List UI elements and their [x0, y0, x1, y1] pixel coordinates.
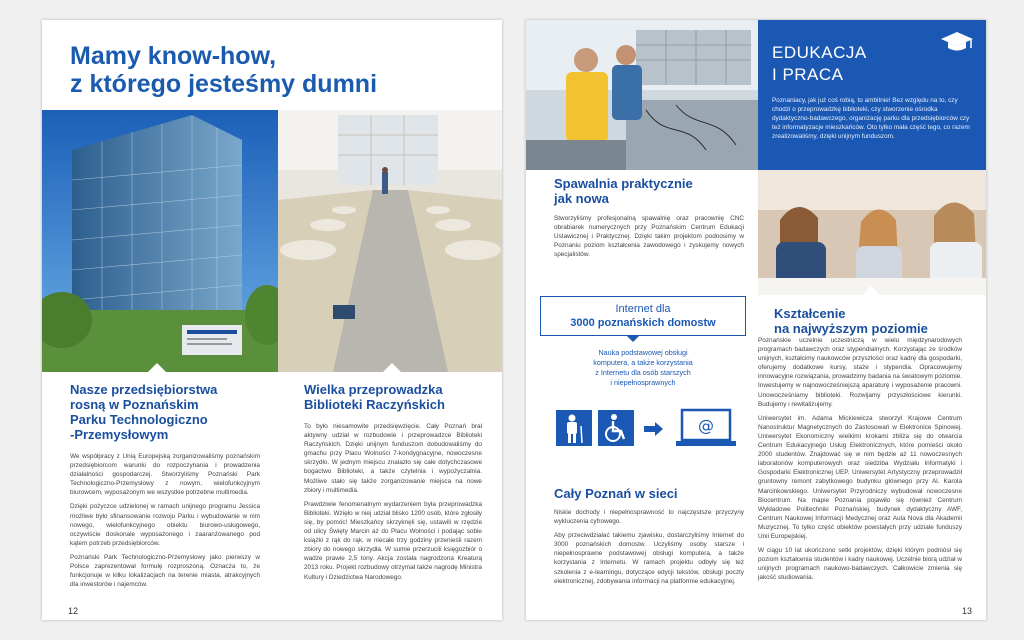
education-intro-box [758, 20, 986, 170]
heading-line: I PRACA [772, 65, 844, 84]
wheelchair-icon [598, 410, 634, 446]
right-page [526, 20, 986, 620]
heading-line: Biblioteki Raczyńskich [304, 397, 445, 412]
education-text [758, 336, 962, 587]
heading-line: Nasze przedsiębiorstwa [70, 382, 218, 397]
paragraph: Poznańskie uczelnie uczestniczą w wielu międzynarodowych programach badawczych oraz stypendialnych. Korzystając ze środków unijnych, kształcimy naukowców przyszłości oraz kadrę dla gospodarki, oferujemy dodatkowe kursy, staże i stypendia. Opracowujemy innowacyjne rozwiązania, prowadzimy badania na światowym poziomie. Inwestujemy w najnowocześniejszą aparaturę i wyposażenie pracowni. Unowocześniamy biblioteki. Rozwijamy przyszłościowe kierunki. Budujemy i rewitalizujemy. [758, 337, 962, 408]
photo-notch [861, 286, 881, 296]
caption-line: z Internetu dla osób starszych [595, 368, 691, 377]
caption-line: komputera, a także korzystania [593, 358, 693, 367]
elderly-person-icon [556, 410, 592, 446]
heading-line: -Przemysłowym [70, 427, 169, 442]
section-heading-education [774, 306, 928, 336]
internet-caption [540, 348, 746, 388]
svg-text:@: @ [698, 416, 714, 435]
page-title-line-2: z którego jesteśmy dumni [70, 70, 378, 98]
section-heading-city: Cały Poznań w sieci [554, 486, 678, 501]
left-page [42, 20, 502, 620]
education-intro-text: Poznaniacy, jak już coś robią, to ambitnie! Bez względu na to, czy chodzi o przeprowadzkę biblioteki, czy stworzenie ośrodka dydaktyczno-badawczego, organizację parku dla przedsiębiorców czy też informatyzacje mieszkańców. Oto tylko mała część tego, co razem zrealizowaliśmy, dzięki unijnym funduszom. [772, 97, 970, 140]
internet-highlight-box [540, 296, 746, 336]
office-building-photo [42, 110, 278, 372]
photo-notch-right [382, 363, 402, 373]
heading-line: rosną w Poznańskim [70, 397, 199, 412]
paragraph: Dzięki pożyczce udzielonej w ramach unijnego programu Jessica możliwe było sfinansowanie rozwoju Parku i wybudowanie w nim nowego, wielofunkcyjnego obiektu biurowo-usługowego, oczywiście doskonale wyposażonego i zaaranżowanego pod kątem potrzeb przedsiębiorców. [70, 503, 260, 547]
heading-line: EDUKACJA [772, 43, 867, 62]
caption-line: Nauka podstawowej obsługi [598, 348, 688, 357]
caption-line: i niepełnosprawnych [610, 378, 676, 387]
paragraph: Prawdziwie fenomenalnym wydarzeniem była przeprowadzka Biblioteki. Wzięło w niej udział blisko 1200 osób, które zgłosiły się, by pomóc! Mieszkańcy skrzyknęli się, ustawili w rzędzie od ulicy Święty Marcin aż do Placu Wolności i podając sobie książki z rąk do rąk, w niecałe trzy godziny przenieśli razem zbiory do nowego skrzydła. W sumie przerzucili księgozbiór o wadze prawie 2,5 tony. Akcja została nagrodzona Kreaturą 2013 roku. Projekt rozbudowy otrzymał także nagrodę Ministra Kultury i Dziedzictwa Narodowego. [304, 500, 482, 581]
internet-box-line-1: Internet dla [615, 303, 671, 315]
paragraph: To było niesamowite przedsięwzięcie. Cały Poznań brał aktywny udział w rozbudowie i przeprowadzce Biblioteki Raczyńskich. Dzięki unijnym funduszom dobudowaliśmy do gmachu przy Placu Wolności 7-kondygnacyjne, nowoczesne skrzydło. W jednym miejscu znalazło się całe dotychczasowe bogactwo Biblioteki, a także czytelnia i wypożyczalnia. Możliwe stało się także zorganizowanie miejsca na nowe zbiory i multimedia. [304, 423, 482, 494]
education-heading [772, 42, 867, 86]
city-text [554, 508, 744, 591]
paragraph: W ciągu 10 lat ukończono setki projektów, dzięki którym podniósł się poziom kształcenia studentów i kadry naukowej. Uczelnie biorą udział w unijnych programach naukowo-badawczych. Całkowicie zmienia się jakość studiowania. [758, 547, 962, 582]
heading-line: Kształcenie [774, 306, 846, 321]
laptop-at-icon [674, 408, 738, 453]
section-heading-technology-park [70, 382, 217, 442]
paragraph: Aby przeciwdziałać takiemu zjawisku, dostarczyliśmy Internet do 3000 poznańskich domostw. Uczyliśmy osoby starsze i niepełnosprawne podstawowej obsługi komputera, a także korzystania z Internetu. W ramach projektu odbyły się też szkolenia z e-learningu, dotyczące edycji tekstów, obsługi poczty elektronicznej, zdobywania informacji na platformie edukacyjnej. [554, 532, 744, 585]
internet-box-pointer [626, 335, 640, 342]
photo-notch-left [147, 363, 167, 373]
heading-line: Spawalnia praktycznie [554, 176, 693, 191]
section-heading-welding [554, 176, 693, 206]
page-number: 12 [68, 606, 79, 616]
heading-line: jak nowa [554, 191, 609, 206]
heading-line: Parku Technologiczno [70, 412, 208, 427]
page-title-line-1: Mamy know-how, [70, 42, 277, 70]
internet-box-line-2: 3000 poznańskich domostw [570, 317, 716, 329]
heading-line: na najwyższym poziomie [774, 321, 928, 336]
library-text [304, 422, 482, 587]
welding-text: Stworzyliśmy profesjonalną spawalnię oraz pracownię CNC obrabiarek numerycznych przy Poznańskim Centrum Edukacji Ustawicznej i Praktycznej. Dzięki takim projektom podnosimy w Poznaniu poziom kształcenia zawodowego i zyskujemy nowych specjalistów. [554, 215, 744, 259]
page-number: 13 [961, 606, 972, 616]
library-interior-photo [278, 110, 502, 372]
arrow-right-icon [644, 422, 664, 441]
paragraph: Poznański Park Technologiczno-Przemysłowy jako pierwszy w Polsce zaprezentował formułę rozproszoną. Oznacza to, że funkcjonuje w kilku lokalizacjach na terenie miasta, atrakcyjnych dla inwestorów i najemców. [70, 553, 260, 589]
paragraph: Uniwersytet im. Adama Mickiewicza stworzył Krajowe Centrum Nanostruktur Magnetycznych do Zastosowań w Elektronice Spinowej. Uniwersytet Ekonomiczny wielkimi krokami zbliża się do otwarcia Centrum Edukacyjnego Usług Elektronicznych, które pomieści około 2000 studentów. Znajdować się w nim będzie aż 11 nowoczesnych laboratoriów komputerowych oraz siedziba Wydziału Informatyki i Gospodarki Elektronicznej UEP. Uniwersytet Artystyczny przeprowadził gruntowny remont zabytkowego budynku głównego przy Al. Karola Marcinkowskiego. Uniwersytet Przyrodniczy wybudował nowoczesne Biocentrum. Na mapie Poznania pojawiło się również Centrum Wykładowe Politechniki Poznańskiej, budynek dydaktyczny AWF, Centrum Naukowej Informacji Medycznej oraz Aula Nova dla Akademii Muzycznej. To tylko część obiektów powstałych przy udziale funduszy Unii Europejskiej. [758, 414, 962, 540]
technology-park-text [70, 452, 260, 594]
heading-line: Wielka przeprowadzka [304, 382, 443, 397]
paragraph: Niskie dochody i niepełnosprawność to najczęstsze przyczyny wykluczenia cyfrowego. [554, 509, 744, 526]
cnc-workshop-photo [526, 20, 758, 170]
students-exam-photo [758, 170, 986, 295]
graduation-cap-icon [940, 30, 974, 59]
section-heading-library [304, 382, 445, 412]
page-title [70, 42, 377, 98]
paragraph: We współpracy z Unią Europejską zorganizowaliśmy poznańskim przedsiębiorcom warunki do rozpoczynania i prowadzenia działalności gospodarczej. Stworzyliśmy Poznański Park Technologiczno-Przemysłowy z nowym, wielofunkcyjnym biurowcem, wyposażonym we wszystkie potrzebne multimedia. [70, 453, 260, 497]
